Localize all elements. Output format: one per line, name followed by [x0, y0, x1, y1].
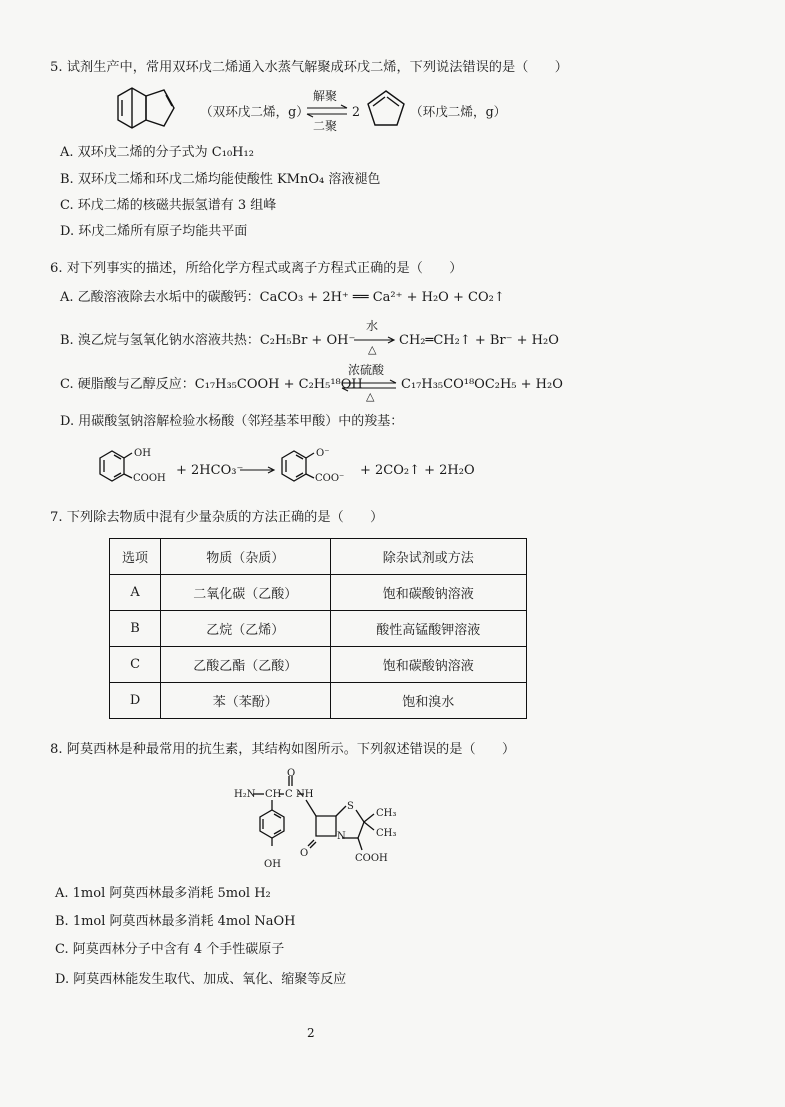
table-cell: A — [110, 575, 161, 611]
q6-b-cond-bottom: △ — [368, 343, 377, 356]
amox-label-s: S — [347, 801, 354, 812]
salicylic-oh-label: OH — [134, 448, 151, 459]
q8-option-b: B. 1mol 阿莫西林最多消耗 4mol NaOH — [55, 914, 296, 929]
q6-d-reagent: + 2HCO₃⁻ — [176, 463, 244, 478]
table-cell: 乙酸乙酯（乙酸） — [161, 647, 330, 683]
amox-label-ch: CH — [265, 789, 282, 800]
q5-coefficient: 2 — [352, 104, 361, 119]
table-cell: 饱和碳酸钠溶液 — [330, 575, 526, 611]
table-row — [110, 683, 527, 719]
amox-label-ch3-a: CH₃ — [376, 808, 397, 819]
table-cell: C — [110, 647, 161, 683]
table-cell: 饱和碳酸钠溶液 — [330, 647, 526, 683]
q5-option-c: C. 环戊二烯的核磁共振氢谱有 3 组峰 — [60, 198, 277, 213]
q6-c-cond-bottom: △ — [366, 390, 375, 403]
table-row — [110, 575, 527, 611]
q6-b-cond-top: 水 — [366, 319, 379, 333]
q5-eq-left: （双环戊二烯，g） — [200, 104, 309, 119]
q6-option-c-text: C. 硬脂酸与乙醇反应：C₁₇H₃₅COOH + C₂H₅¹⁸OH — [60, 377, 363, 392]
amox-label-c: C — [285, 789, 293, 800]
q5-arrow-bottom: 二聚 — [313, 119, 338, 133]
amox-label-n: N — [337, 831, 346, 842]
q6-option-d-text: D. 用碳酸氢钠溶解检验水杨酸（邻羟基苯甲酸）中的羧基： — [60, 414, 404, 429]
table-header-cell: 物质（杂质） — [161, 539, 330, 575]
cyclopentadiene-structure — [364, 88, 410, 130]
table-header-row — [110, 539, 527, 575]
q8-option-d: D. 阿莫西林能发生取代、加成、氧化、缩聚等反应 — [55, 972, 347, 987]
q6-option-b-product: CH₂═CH₂↑ + Br⁻ + H₂O — [399, 333, 559, 348]
amox-label-nh: NH — [296, 789, 314, 800]
q7-table — [109, 538, 527, 719]
q6-c-cond-top: 浓硫酸 — [348, 363, 385, 377]
q6-d-products: + 2CO₂↑ + 2H₂O — [360, 463, 475, 478]
amox-label-o-top: O — [287, 768, 296, 779]
table-row — [110, 611, 527, 647]
salicylic-cooh-label: COOH — [133, 473, 166, 484]
q7-stem: 7. 下列除去物质中混有少量杂质的方法正确的是（ ） — [50, 510, 384, 525]
table-header-cell: 除杂试剂或方法 — [330, 539, 526, 575]
table-cell: 苯（苯酚） — [161, 683, 330, 719]
q6-option-b-text: B. 溴乙烷与氢氧化钠水溶液共热：C₂H₅Br + OH⁻ — [60, 333, 356, 348]
table-cell: 乙烷（乙烯） — [161, 611, 330, 647]
table-cell: 二氧化碳（乙酸） — [161, 575, 330, 611]
q5-eq-right: （环戊二烯，g） — [410, 104, 507, 119]
q6-option-a: A. 乙酸溶液除去水垢中的碳酸钙：CaCO₃ + 2H⁺ ══ Ca²⁺ + H₂O + CO₂↑ — [60, 290, 505, 305]
q8-stem: 8. 阿莫西林是种最常用的抗生素，其结构如图所示。下列叙述错误的是（ ） — [50, 742, 516, 757]
q5-option-d: D. 环戊二烯所有原子均能共平面 — [60, 224, 248, 239]
q6-d-arrow — [240, 466, 276, 474]
q6-stem: 6. 对下列事实的描述，所给化学方程式或离子方程式正确的是（ ） — [50, 261, 463, 276]
table-row — [110, 647, 527, 683]
table-cell: 饱和溴水 — [330, 683, 526, 719]
amox-label-oh: OH — [264, 859, 281, 870]
q8-option-a: A. 1mol 阿莫西林最多消耗 5mol H₂ — [55, 886, 271, 901]
q6-option-c-product: C₁₇H₃₅CO¹⁸OC₂H₅ + H₂O — [401, 377, 563, 392]
table-cell: B — [110, 611, 161, 647]
dicyclopentadiene-structure — [108, 84, 204, 134]
q8-option-c: C. 阿莫西林分子中含有 4 个手性碳原子 — [55, 942, 285, 957]
amox-label-o-ring: O — [300, 848, 309, 859]
amox-label-ch3-b: CH₃ — [376, 828, 397, 839]
amox-label-h2n: H₂N — [234, 789, 256, 800]
salicylate-o-label: O⁻ — [316, 448, 330, 459]
q5-stem: 5. 试剂生产中，常用双环戊二烯通入水蒸气解聚成环戊二烯，下列说法错误的是（ ） — [50, 60, 568, 75]
page-number: 2 — [307, 1026, 315, 1040]
table-header-cell: 选项 — [110, 539, 161, 575]
q5-arrow-top: 解聚 — [313, 89, 338, 103]
amox-label-cooh: COOH — [355, 853, 388, 864]
q5-option-b: B. 双环戊二烯和环戊二烯均能使酸性 KMnO₄ 溶液褪色 — [60, 172, 381, 187]
reversible-arrow — [305, 104, 349, 118]
table-cell: D — [110, 683, 161, 719]
q5-option-a: A. 双环戊二烯的分子式为 C₁₀H₁₂ — [60, 145, 254, 160]
salicylate-coo-label: COO⁻ — [315, 473, 345, 484]
table-cell: 酸性高锰酸钾溶液 — [330, 611, 526, 647]
